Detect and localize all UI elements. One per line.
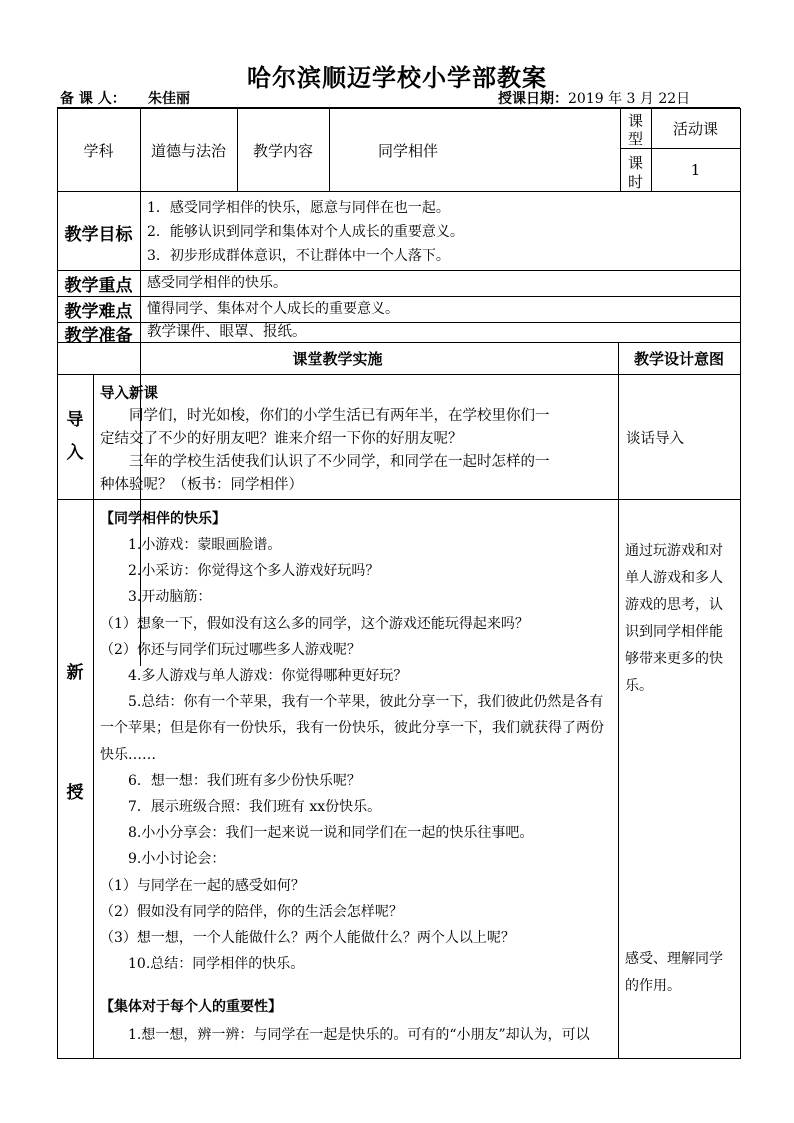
intro-line: 种体验呢？（板书：同学相伴） [100,477,303,493]
date-value: 2019 年 3 月 22日 [568,91,691,107]
type-value: 活动课 [672,120,718,138]
goal-item: 2．能够认识到同学和集体对个人成长的重要意义。 [147,224,464,240]
new-lesson-label-1: 新 [66,663,84,683]
new-lesson-label-2: 授 [66,783,84,803]
subject-label: 学科 [83,142,114,160]
focus-label: 教学重点 [64,276,133,296]
lesson-line: 5.总结：你有一个苹果，我有一个苹果，彼此分享一下，我们彼此仍然是各有 [100,694,604,711]
goal-item: 1．感受同学相伴的快乐，愿意与同伴在也一起。 [147,200,450,216]
lesson-line: 9.小小讨论会： [100,851,226,868]
content-value: 同学相伴 [378,142,439,160]
goal-item: 3．初步形成群体意识，不让群体中一个人落下。 [147,248,450,264]
subject-value: 道德与法治 [150,142,226,160]
focus-value: 感受同学相伴的快乐。 [147,275,287,291]
new-lesson-intent-2: 感受、理解同学的作用。 [625,951,723,994]
section-heading: 【同学相伴的快乐】 [100,511,226,527]
date-label: 授课日期： [498,91,568,107]
hours-value: 1 [690,161,701,179]
hours-label-1: 课 [627,154,643,172]
page-title: 哈尔滨顺迈学校小学部教案 [247,63,547,92]
lesson-line: 8.小小分享会：我们一起来说一说和同学们在一起的快乐往事吧。 [100,825,534,842]
lesson-line: 6．想一想：我们班有多少份快乐呢？ [100,772,361,789]
lesson-line: 2.小采访：你觉得这个多人游戏好玩吗？ [100,563,380,580]
preparer-label: 备 课 人： [60,91,126,107]
lesson-line: 4.多人游戏与单人游戏：你觉得哪种更好玩？ [100,668,408,684]
difficulty-label: 教学难点 [64,302,133,322]
goals-label: 教学目标 [64,225,133,245]
intro-line: 定结交了不少的好朋友吧？谁来介绍一下你的好朋友呢？ [100,431,463,447]
intro-label-2: 入 [66,443,84,463]
lesson-line: 7．展示班级合照：我们班有 xx份快乐。 [100,799,382,815]
prep-value: 教学课件、眼罩、报纸。 [147,324,307,340]
intro-intent: 谈话导入 [626,431,684,447]
implementation-header: 课堂教学实施 [292,350,383,368]
lesson-line: （3）想一想，一个人能做什么？两个人能做什么？两个人以上呢？ [100,930,515,946]
lesson-line: （2）假如没有同学的陪伴，你的生活会怎样呢？ [100,903,403,920]
prep-label: 教学准备 [64,326,133,346]
type-label-2: 型 [627,130,643,148]
lesson-line: 1.想一想，辨一辨：与同学在一起是快乐的。可有的“小朋友”却认为，可以 [100,1027,590,1043]
intro-heading: 导入新课 [100,385,158,402]
preparer-name: 朱佳丽 [148,91,190,107]
lesson-line: （1）想象一下，假如没有这么多的同学，这个游戏还能玩得起来吗？ [100,615,529,632]
lesson-line: （2）你还与同学们玩过哪些多人游戏呢？ [100,641,361,658]
lesson-line: 快乐…… [100,746,156,763]
intro-line: 三年的学校生活使我们认识了不少同学，和同学在一起时怎样的一 [100,454,550,470]
lesson-line: 10.总结：同学相伴的快乐。 [100,956,305,973]
lesson-date [498,88,690,108]
intro-line: 同学们，时光如梭，你们的小学生活已有两年半，在学校里你们一 [100,408,550,424]
lesson-line: 3.开动脑筋： [100,589,212,606]
lesson-line: （1）与同学在一起的感受如何？ [100,877,305,894]
content-label: 教学内容 [252,142,313,160]
intro-label-1: 导 [66,410,84,430]
difficulty-value: 懂得同学、集体对个人成长的重要意义。 [147,301,399,317]
lesson-line: 一个苹果；但是你有一份快乐，我有一份快乐，彼此分享一下，我们就获得了两份 [100,720,604,737]
hours-label-2: 时 [627,173,643,191]
new-lesson-intent-1: 通过玩游戏和对单人游戏和多人游戏的思考，认识到同学相伴能够带来更多的快乐。 [625,543,723,694]
type-label-1: 课 [627,112,643,130]
section-heading: 【集体对于每个人的重要性】 [100,999,282,1015]
design-intent-header: 教学设计意图 [633,350,724,368]
lesson-line: 1.小游戏：蒙眼画脸谱。 [100,537,282,553]
